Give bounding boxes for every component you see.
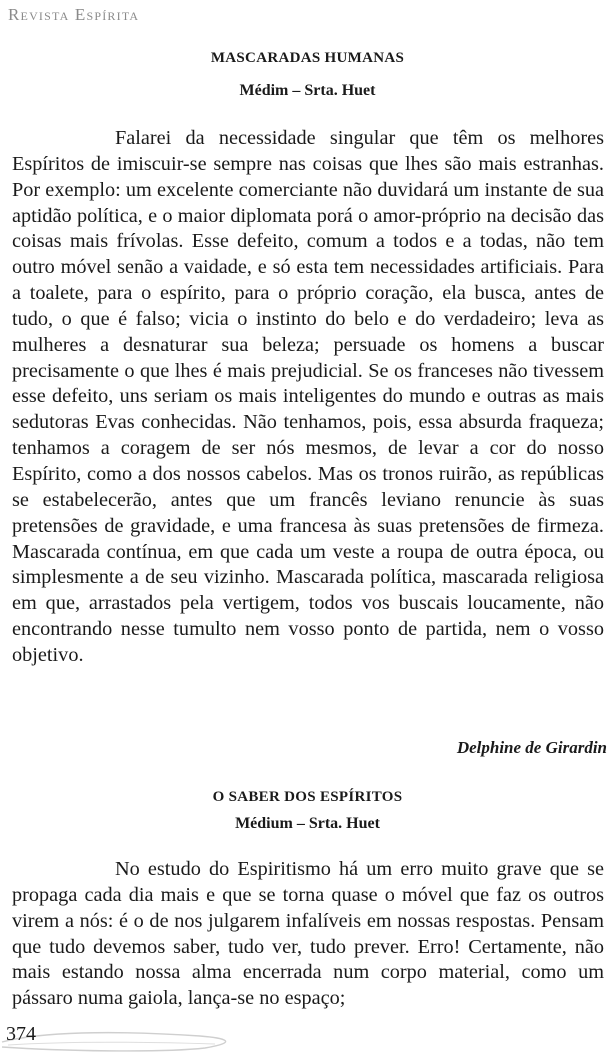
page-footer [0, 1020, 615, 1054]
article-title: MASCARADAS HUMANAS [210, 50, 405, 66]
article-body: Falarei da necessidade singular que têm os melhores Espíritos de imiscuir-se sempre nas coisas que lhes são mais estranhas. Por exemplo: um excelente comerciante não duvidará um instante de sua aptidão política, e o maior diplomata porá o amor-próprio na decisão das coisas mais frívolas. Esse defeito, comum a todos e a todas, não tem outro móvel senão a vaidade, e só esta tem necessidades artificiais. Para a toalete, para o espírito, para o próprio coração, ela busca, antes de tudo, o que é falso; vicia o instinto do belo e do verdadeiro; leva as mulheres a desnaturar sua beleza; persuade os homens a buscar precisamente o que lhes é mais prejudicial. Se os franceses não tivessem esse defeito, uns seriam os mais inteligentes do mundo e outras as mais sedutoras Evas conhecidas. Não tenhamos, pois, essa absurda fraqueza; tenhamos a coragem de ser nós mesmos, de levar a cor do nosso Espírito, como a dos nossos cabelos. Mas os tronos ruirão, as repúblicas se estabelecerão, antes que um francês leviano renuncie às suas pretensões de gravidade, e uma francesa às suas pretensões de firmeza. Mascarada contínua, em que cada um veste a roupa de outra época, ou simplesmente a de seu vizinho. Mascarada política, mascarada religiosa em que, arrastados pela vertigem, todos vos buscais loucamente, não encontrando nesse tumulto nem vosso ponto de partida, nem o vosso objetivo. [12, 127, 604, 666]
page-number: 374 [6, 1023, 36, 1045]
article-body: No estudo do Espiritismo há um erro muito grave que se propaga cada dia mais e que se torna quase o móvel que faz os outros virem a nós: é o de nos julgarem infalíveis em nossas respostas. Pensam que tudo devemos saber, tudo ver, tudo prever. Erro! Certamente, não mais estando nossa alma encerrada num corpo material, como um pássaro numa gaiola, lança-se no espaço; [12, 858, 604, 1010]
footer-ornament [0, 1020, 260, 1054]
running-header: Revista Espírita [8, 5, 140, 24]
article-medium: Médim – Srta. Huet [239, 82, 376, 99]
article-medium: Médium – Srta. Huet [235, 815, 380, 832]
article-title: O SABER DOS ESPÍRITOS [212, 789, 403, 805]
article-signature: Delphine de Girardin [456, 738, 607, 757]
